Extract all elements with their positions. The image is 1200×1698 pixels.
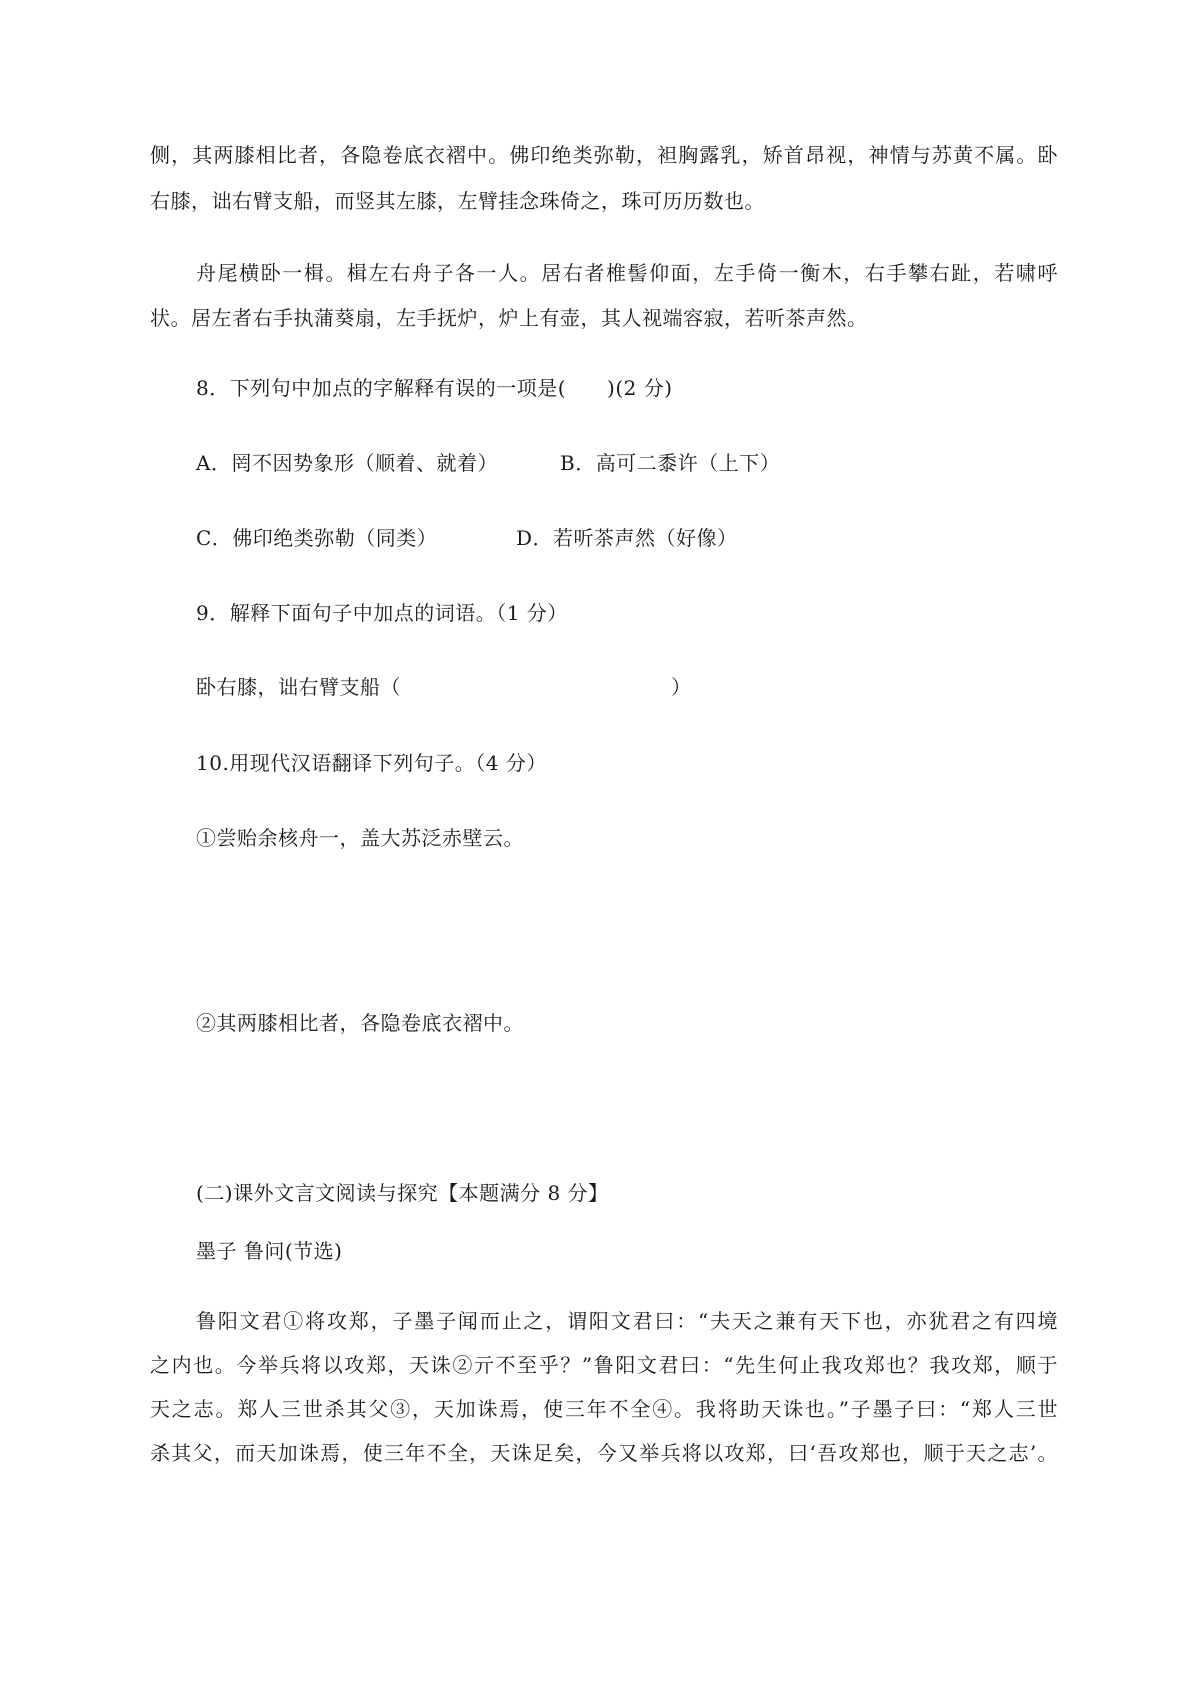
question10-stem: 10.用现代汉语翻译下列句子。（4 分） (196, 751, 547, 775)
passage1-paragraph2-line1: 舟尾横卧一楫。楫左右舟子各一人。居右者椎髻仰面，左手倚一衡木，右手攀右趾，若啸呼 (196, 261, 1058, 285)
section2-passage-line4: 杀其父，而天加诛焉，使三年不全，天诛足矣，今又举兵将以攻郑，曰‘吾攻郑也，顺于天之志’。 (150, 1441, 1058, 1465)
question9-sentence: 卧右膝，诎右臂支船（ (196, 675, 401, 699)
section2-heading: (二)课外文言文阅读与探究【本题满分 8 分】 (196, 1181, 609, 1205)
question9-close-paren: ） (671, 675, 692, 699)
passage1-paragraph1-line1: 侧，其两膝相比者，各隐卷底衣褶中。佛印绝类弥勒，袒胸露乳，矫首昂视，神情与苏黄不属。卧 (150, 143, 1058, 167)
section2-title: 墨子 鲁问(节选) (196, 1239, 343, 1263)
question8-stem: 8．下列句中加点的字解释有误的一项是( )(2 分) (196, 376, 673, 400)
passage1-paragraph1-line2: 右膝，诎右臂支船，而竖其左膝，左臂挂念珠倚之，珠可历历数也。 (150, 189, 765, 213)
question9-answer-line (196, 674, 692, 700)
passage1-paragraph2-line2: 状。居左者右手执蒲葵扇，左手抚炉，炉上有壶，其人视端容寂，若听茶声然。 (150, 306, 868, 330)
question9-stem: 9．解释下面句子中加点的词语。（1 分） (196, 601, 568, 625)
question8-option-c: C．佛印绝类弥勒（同类） (196, 526, 438, 550)
question8-option-b: B．高可二黍许（上下） (560, 451, 781, 475)
section2-passage-line1: 鲁阳文君①将攻郑，子墨子闻而止之，谓阳文君曰：“夫天之兼有天下也，亦犹君之有四境 (196, 1309, 1058, 1333)
question8-option-a: A．罔不因势象形（顺着、就着） (196, 451, 498, 475)
question8-option-d: D．若听茶声然（好像） (516, 526, 738, 550)
question10-item2: ②其两膝相比者，各隐卷底衣褶中。 (196, 1011, 524, 1035)
question10-item1: ①尝贻余核舟一，盖大苏泛赤壁云。 (196, 826, 524, 850)
section2-passage-line2: 之内也。今举兵将以攻郑，天诛②亓不至乎？”鲁阳文君曰：“先生何止我攻郑也？我攻郑，顺于 (150, 1353, 1058, 1377)
section2-passage-line3: 天之志。郑人三世杀其父③，天加诛焉，使三年不全④。我将助天诛也。”子墨子曰：“郑人三世 (150, 1397, 1058, 1421)
